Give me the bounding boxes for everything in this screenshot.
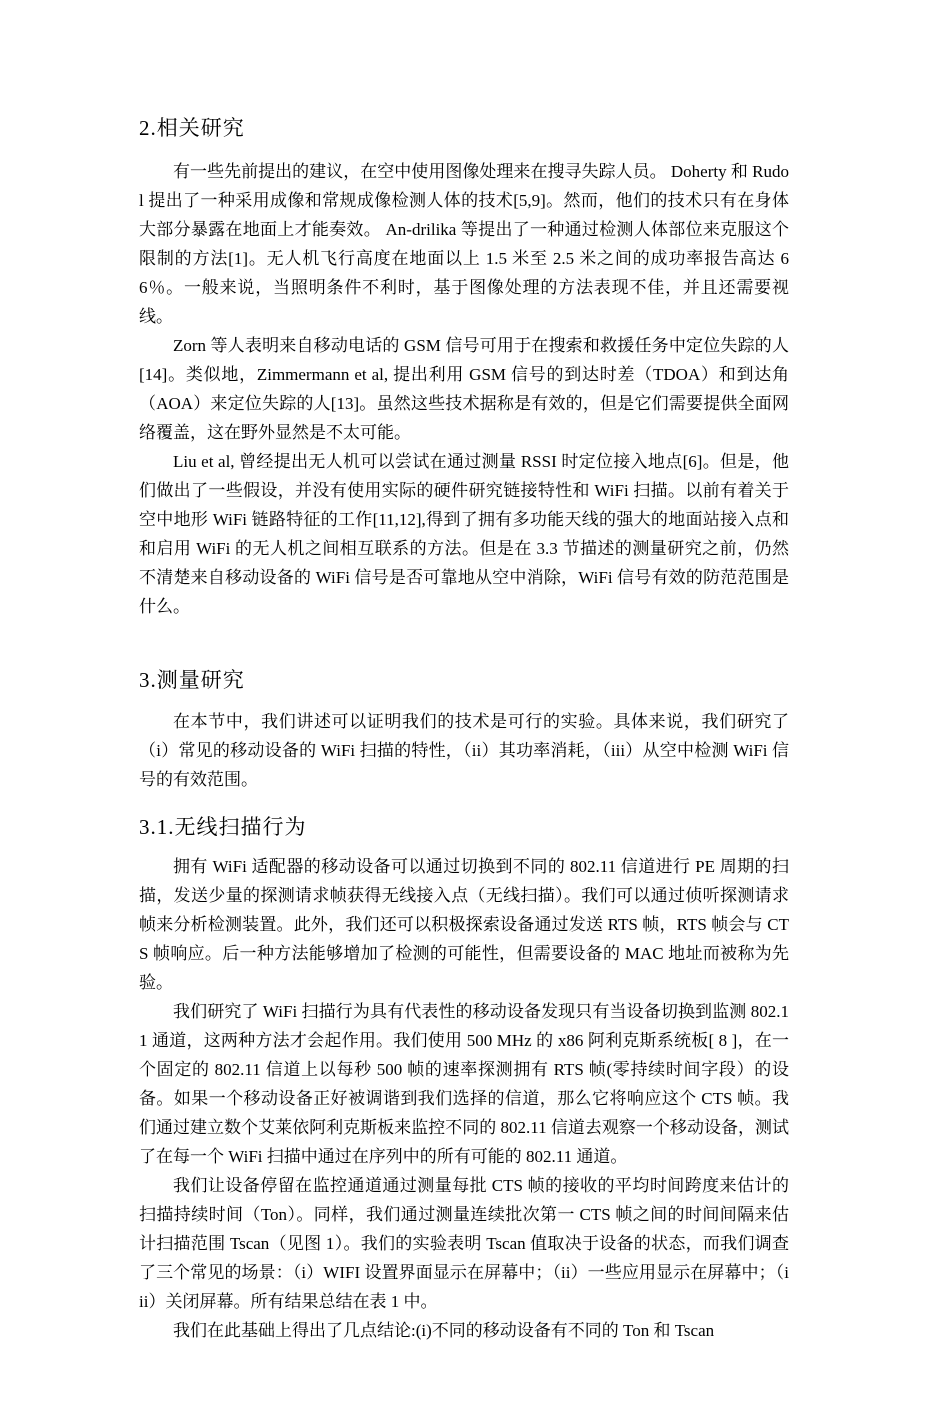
section-measurement-study (139, 665, 789, 794)
section-related-work (139, 113, 789, 621)
section-wireless-scan-behavior (139, 812, 789, 1345)
paragraph: 我们研究了 WiFi 扫描行为具有代表性的移动设备发现只有当设备切换到监测 802.11 通道，这两种方法才会起作用。我们使用 500 MHz 的 x86 阿利克斯系统板[ 8 ]，在一个固定的 802.11 信道上以每秒 500 帧的速率探测拥有 RTS 帧(零持续时间字段）的设备。如果一个移动设备正好被调谐到我们选择的信道，那么它将响应这个 CTS 帧。我们通过建立数个艾莱依阿利克斯板来监控不同的 802.11 信道去观察一个移动设备，测试了在每一个 WiFi 扫描中通过在序列中的所有可能的 802.11 通道。 (139, 1002, 789, 1166)
paragraph: 我们在此基础上得出了几点结论:(i)不同的移动设备有不同的 Ton 和 Tscan (173, 1321, 715, 1340)
paragraph: Zorn 等人表明来自移动电话的 GSM 信号可用于在搜索和救援任务中定位失踪的人[14]。类似地，Zimmermann et al, 提出利用 GSM 信号的到达时差（TDOA）和到达角（AOA）来定位失踪的人[13]。虽然这些技术据称是有效的，但是它们需要提供全面网络覆盖，这在野外显然是不太可能。 (139, 336, 789, 442)
paragraph: Liu et al, 曾经提出无人机可以尝试在通过测量 RSSI 时定位接入地点[6]。但是，他们做出了一些假设，并没有使用实际的硬件研究链接特性和 WiFi 扫描。以前有着关于空中地形 WiFi 链路特征的工作[11,12],得到了拥有多功能天线的强大的地面站接入点和和启用 WiFi 的无人机之间相互联系的方法。但是在 3.3 节描述的测量研究之前，仍然不清楚来自移动设备的 WiFi 信号是否可靠地从空中消除，WiFi 信号有效的防范范围是什么。 (139, 452, 789, 616)
section-heading: 2.相关研究 (139, 116, 245, 140)
paragraph: 我们让设备停留在监控通道通过测量每批 CTS 帧的接收的平均时间跨度来估计的扫描持续时间（Ton）。同样，我们通过测量连续批次第一 CTS 帧之间的时间间隔来估计扫描范围 Tscan（见图 1）。我们的实验表明 Tscan 值取决于设备的状态，而我们调查了三个常见的场景：（i）WIFI 设置界面显示在屏幕中；（ii）一些应用显示在屏幕中；（iii）关闭屏幕。所有结果总结在表 1 中。 (139, 1176, 789, 1311)
paragraph: 有一些先前提出的建议，在空中使用图像处理来在搜寻失踪人员。 Doherty 和 Rudol 提出了一种采用成像和常规成像检测人体的技术[5,9]。然而，他们的技术只有在身体大部分暴露在地面上才能奏效。 An-drilika 等提出了一种通过检测人体部位来克服这个限制的方法[1]。无人机飞行高度在地面以上 1.5 米至 2.5 米之间的成功率报告高达 66％。一般来说，当照明条件不利时，基于图像处理的方法表现不佳，并且还需要视线。 (139, 162, 789, 326)
section-heading: 3.1.无线扫描行为 (139, 815, 307, 839)
section-heading: 3.测量研究 (139, 668, 245, 692)
paragraph: 拥有 WiFi 适配器的移动设备可以通过切换到不同的 802.11 信道进行 PE 周期的扫描，发送少量的探测请求帧获得无线接入点（无线扫描）。我们可以通过侦听探测请求帧来分析检测装置。此外，我们还可以积极探索设备通过发送 RTS 帧，RTS 帧会与 CTS 帧响应。后一种方法能够增加了检测的可能性，但需要设备的 MAC 地址而被称为先验。 (139, 857, 789, 992)
paragraph: 在本节中，我们讲述可以证明我们的技术是可行的实验。具体来说，我们研究了（i）常见的移动设备的 WiFi 扫描的特性，（ii）其功率消耗，（iii）从空中检测 WiFi 信号的有效范围。 (139, 712, 789, 789)
